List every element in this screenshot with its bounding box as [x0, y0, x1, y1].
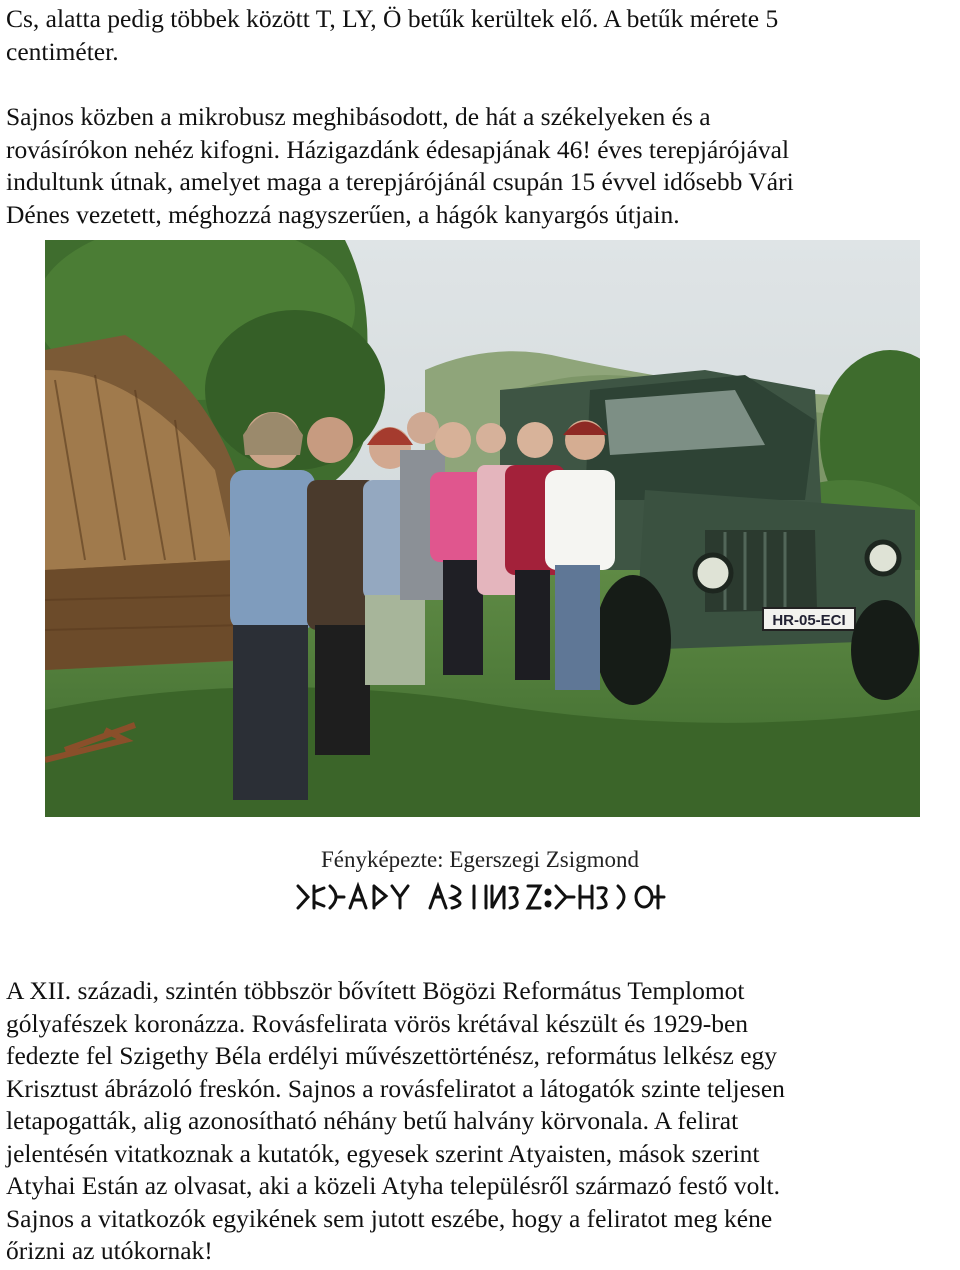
text-line: A XII. századi, szintén többször bővített Bögözi Református Templomot: [6, 976, 745, 1005]
text-line: centiméter.: [6, 36, 119, 66]
church-paragraph: [6, 975, 956, 1268]
group-photo: [45, 240, 920, 817]
text-line: Atyhai Están az olvasat, aki a közeli Atyha településről származó festő volt.: [6, 1171, 780, 1200]
text-line: Krisztust ábrázoló freskón. Sajnos a rovásfeliratot a látogatók szinte teljesen: [6, 1073, 785, 1103]
rovas-script-caption-icon: [0, 880, 960, 919]
intro-paragraph: [6, 3, 956, 68]
group-photo-illustration: [45, 240, 920, 817]
text-line: Dénes vezetett, méghozzá nagyszerűen, a hágók kanyargós útjain.: [6, 199, 680, 229]
text-line: fedezte fel Szigethy Béla erdélyi művészettörténész, református lelkész egy: [6, 1041, 778, 1070]
text-line: Sajnos közben a mikrobusz meghibásodott, de hát a székelyeken és a: [6, 102, 711, 131]
text-line: őrizni az utókornak!: [6, 1236, 213, 1265]
text-line: letapogatták, alig azonosítható néhány betű halvány körvonala. A felirat: [6, 1106, 739, 1135]
text-line: indultunk útnak, amelyet maga a terepjárójánál csupán 15 évvel idősebb Vári: [6, 167, 794, 196]
photo-credit: Fényképezte: Egerszegi Zsigmond: [320, 847, 640, 872]
minibus-paragraph: [6, 101, 956, 231]
text-line: jelentésén vitatkoznak a kutatók, egyesek szerint Atyaisten, mások szerint: [6, 1138, 760, 1168]
text-line: Sajnos a vitatkozók egyikének sem jutott eszébe, hogy a feliratot meg kéne: [6, 1203, 773, 1233]
license-plate-text: HR-05-ECI: [772, 612, 846, 629]
text-line: gólyafészek koronázza. Rovásfelirata vörös krétával készült és 1929-ben: [6, 1008, 749, 1038]
text-line: Cs, alatta pedig többek között T, LY, Ö betűk kerültek elő. A betűk mérete 5: [6, 4, 779, 33]
runic-inscription-drawing: [290, 880, 670, 914]
text-line: rovásírókon nehéz kifogni. Házigazdánk édesapjának 46! éves terepjárójával: [6, 134, 790, 164]
